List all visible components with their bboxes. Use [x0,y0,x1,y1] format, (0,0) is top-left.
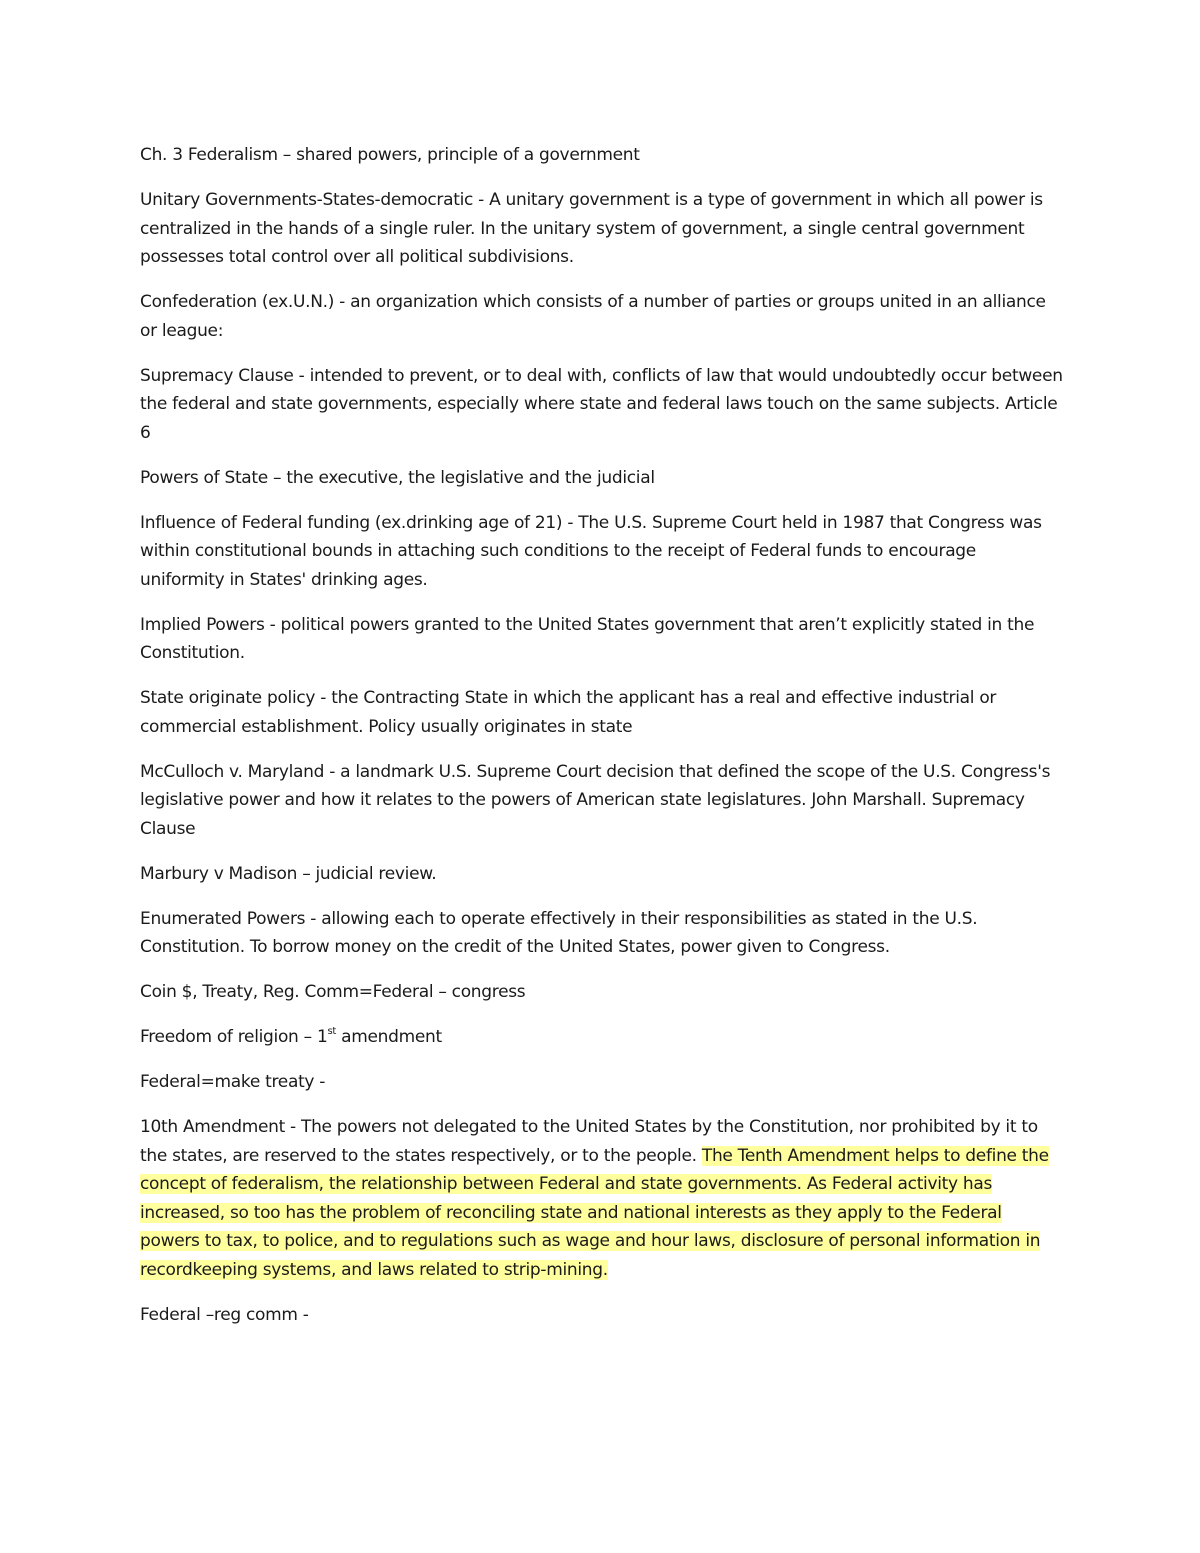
religion-text: Freedom of religion – 1 [140,1027,328,1047]
paragraph-supremacy-clause: Supremacy Clause - intended to prevent, or to deal with, conflicts of law that would undoubtedly occur between the federal and state governments, especially where state and federal laws touch on the same subjects. Article 6 [140,365,1063,443]
paragraph-coin-treaty: Coin $, Treaty, Reg. Comm=Federal – congress [140,982,526,1002]
paragraph-enumerated-powers: Enumerated Powers - allowing each to operate effectively in their responsibilities as stated in the U.S. Constitution. To borrow money on the credit of the United States, power given to Congress. [140,908,978,957]
paragraph-marbury: Marbury v Madison – judicial review. [140,863,437,884]
paragraph-state-policy: State originate policy - the Contracting State in which the applicant has a real and effective industrial or commercial establishment. Policy usually originates in state [140,688,997,737]
highlighted-text: The Tenth Amendment helps to define the concept of federalism, the relationship between Federal and state governments. As Federal activity has increased, so too has the problem of reconciling state and national interests as they apply to the Federal powers to tax, to police, and to regulations such as wage and hour laws, disclosure of personal information in recordkeeping systems, and laws related to strip-mining. [140,1145,1049,1280]
paragraph-mcculloch: McCulloch v. Maryland - a landmark U.S. Supreme Court decision that defined the scope of the U.S. Congress's legislative power and how it relates to the powers of American state legislatures. John Marshall. Supremacy Clause [140,761,1051,839]
paragraph-implied-powers: Implied Powers - political powers granted to the United States government that aren’t explicitly stated in the Constitution. [140,614,1035,663]
religion-text-end: amendment [336,1027,442,1047]
document-title: Ch. 3 Federalism – shared powers, principle of a government [140,145,640,165]
paragraph-powers-of-state: Powers of State – the executive, the legislative and the judicial [140,467,655,488]
paragraph-federal-funding: Influence of Federal funding (ex.drinking age of 21) - The U.S. Supreme Court held in 1987 that Congress was within constitutional bounds in attaching such conditions to the receipt of Federal funds to encourage uniformity in States' drinking ages. [140,512,1042,590]
document-body [140,141,1065,1346]
ordinal-superscript: st [327,1026,336,1037]
paragraph-tenth-amendment [140,1113,1065,1284]
paragraph-confederation: Confederation (ex.U.N.) - an organization which consists of a number of parties or groups united in an alliance or league: [140,292,1046,341]
paragraph-federal-reg-comm: Federal –reg comm - [140,1304,309,1325]
tenth-amendment-text: 10th Amendment - The powers not delegated to the United States by the Constitution, nor prohibited by it to the states, are reserved to the states respectively, or to the people. [140,1117,1038,1166]
paragraph-make-treaty: Federal=make treaty - [140,1072,326,1092]
paragraph-freedom-of-religion [140,1023,1065,1052]
paragraph-unitary: Unitary Governments-States-democratic - A unitary government is a type of government in which all power is centralized in the hands of a single ruler. In the unitary system of government, a single central government possesses total control over all political subdivisions. [140,190,1043,267]
